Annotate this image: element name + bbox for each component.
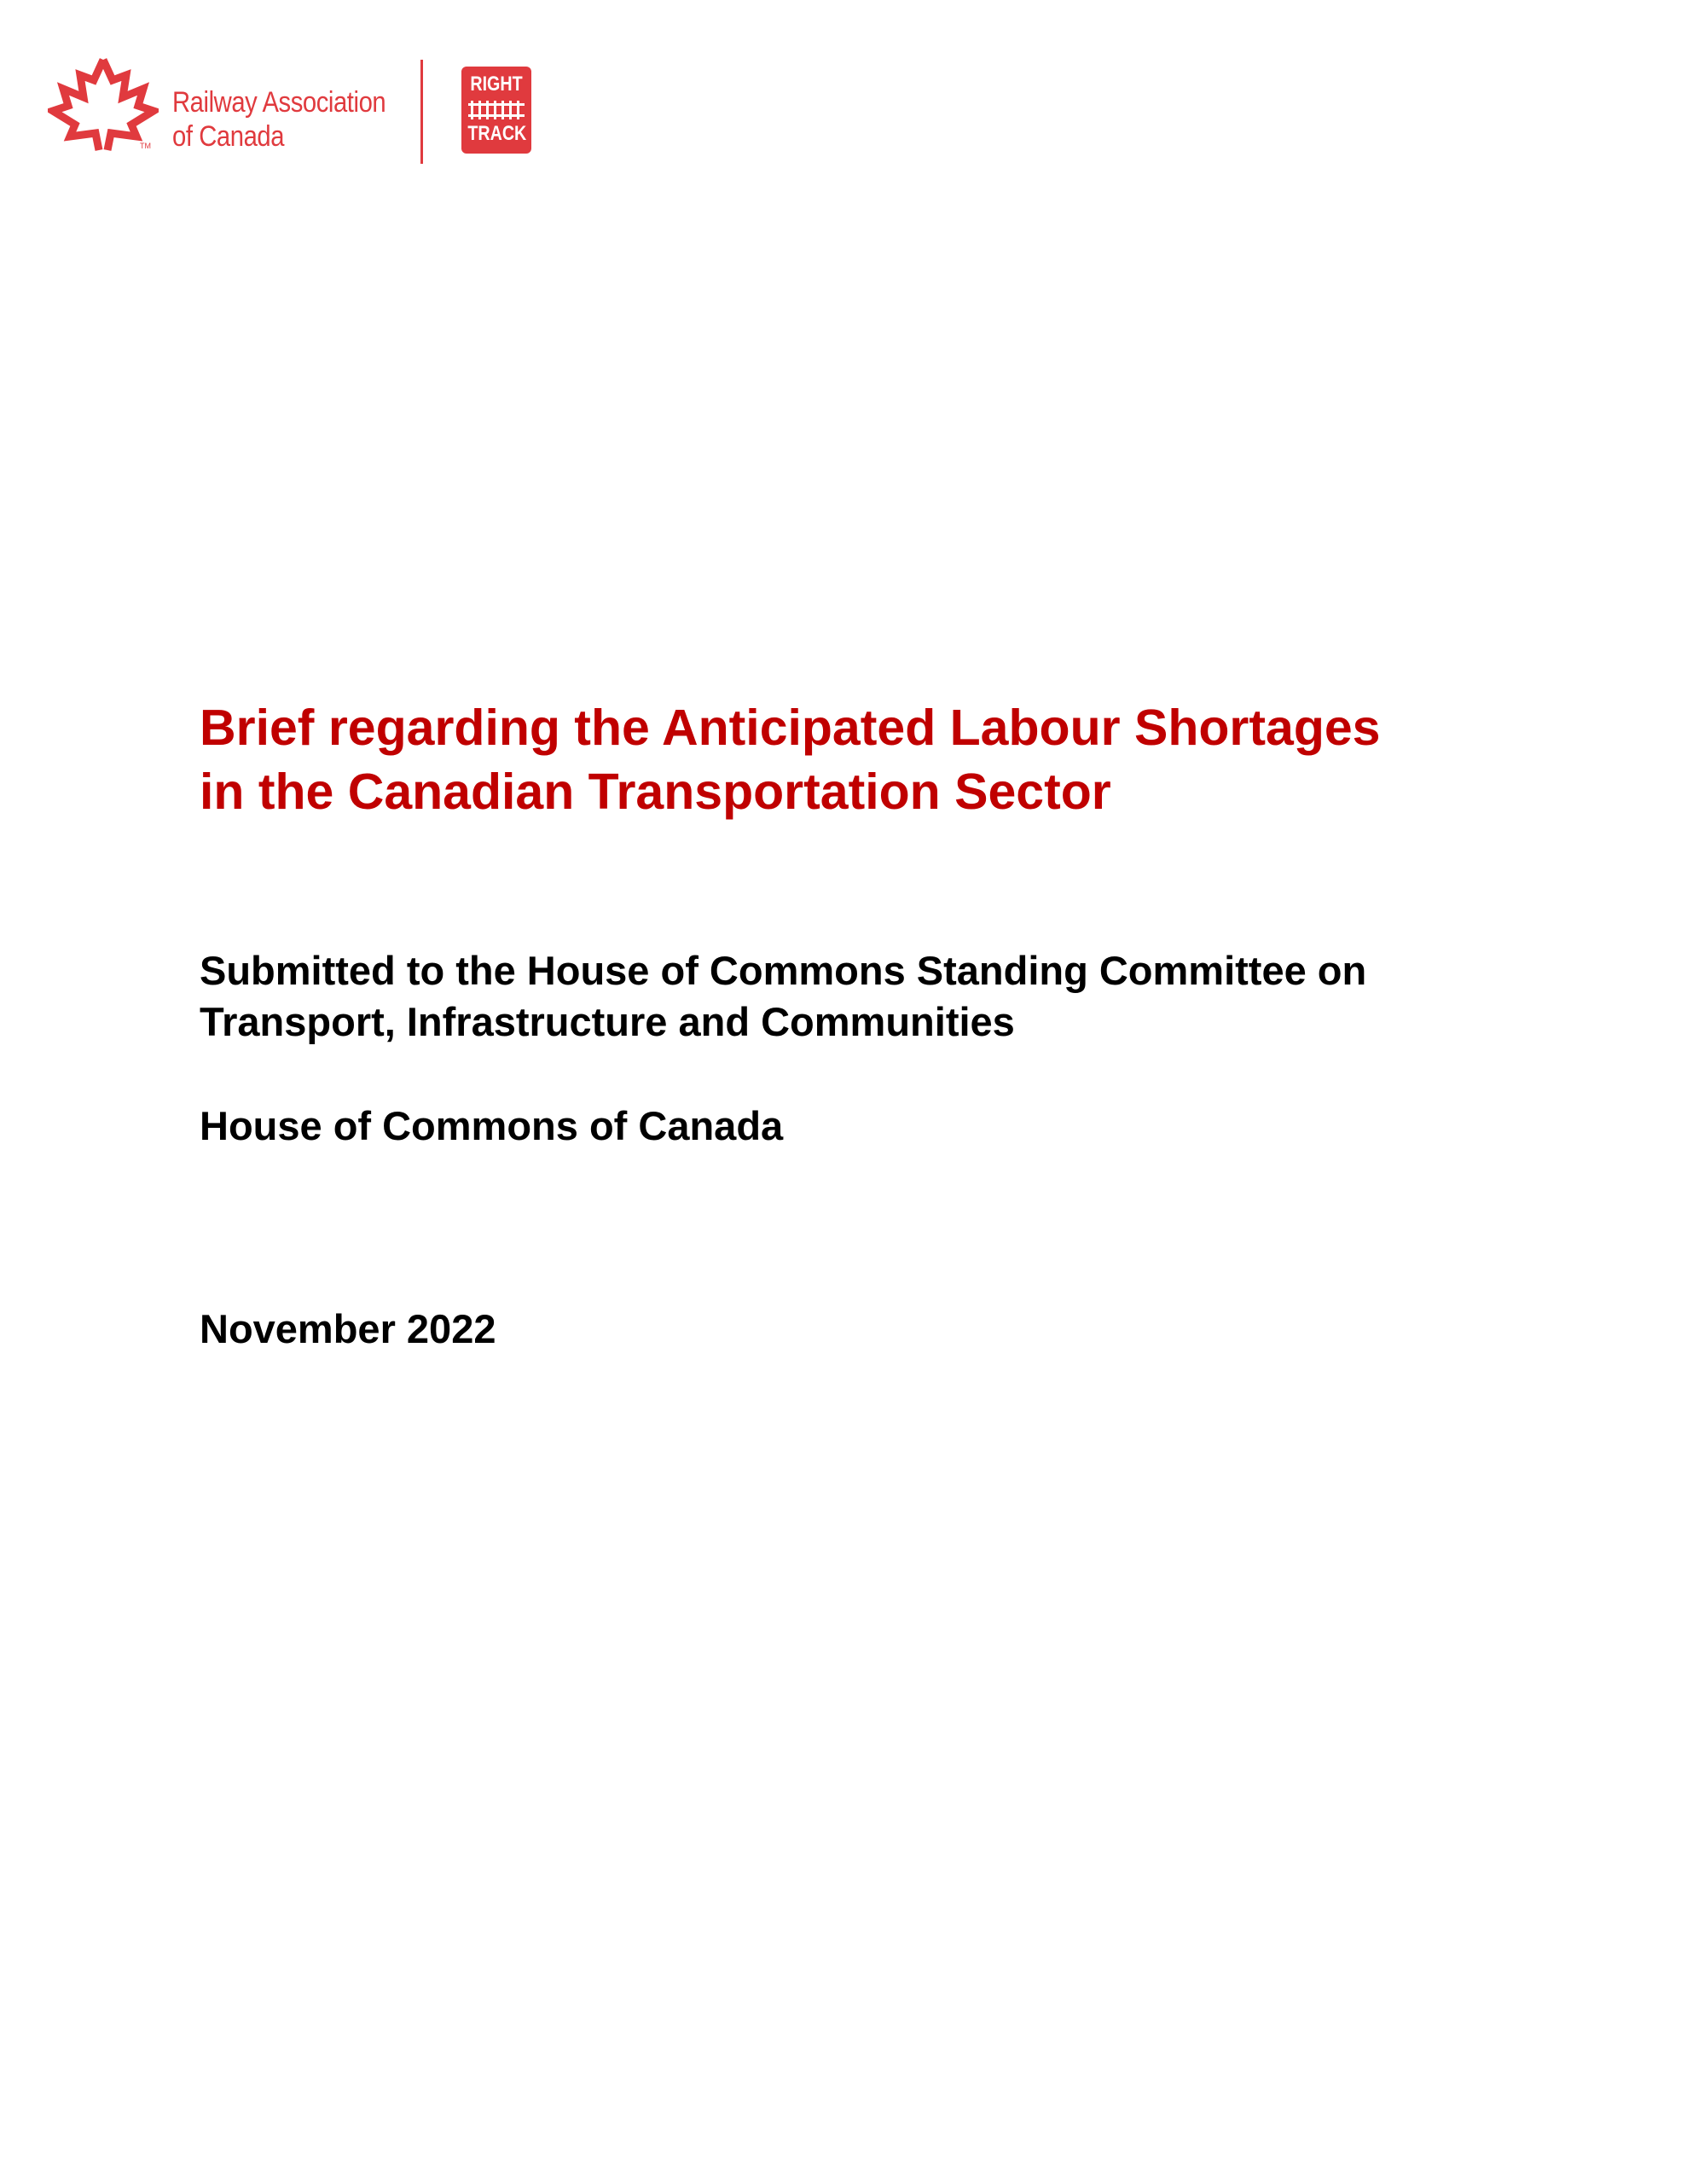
organization-name (172, 85, 386, 154)
letterhead (48, 55, 559, 174)
organization-name-line2: of Canada (172, 120, 285, 153)
submission-recipient-line2: Transport, Infrastructure and Communities (200, 999, 1015, 1044)
organization-name-line1: Railway Association (172, 86, 386, 119)
document-date: November 2022 (200, 1306, 496, 1351)
document-title (200, 696, 1607, 824)
right-track-logo (461, 67, 531, 154)
logo-divider (420, 60, 423, 164)
document-title-line1: Brief regarding the Anticipated Labour Shortages (200, 700, 1381, 756)
trademark-mark: TM (140, 142, 151, 150)
rail-track-icon (468, 101, 525, 119)
institution-name: House of Commons of Canada (200, 1103, 784, 1148)
right-track-bottom-text: TRACK (467, 122, 527, 145)
submission-recipient-line1: Submitted to the House of Commons Standing Committee on (200, 948, 1367, 993)
right-track-top-text: RIGHT (470, 73, 523, 96)
document-title-line2: in the Canadian Transportation Sector (200, 764, 1111, 820)
submission-recipient (200, 945, 1607, 1048)
